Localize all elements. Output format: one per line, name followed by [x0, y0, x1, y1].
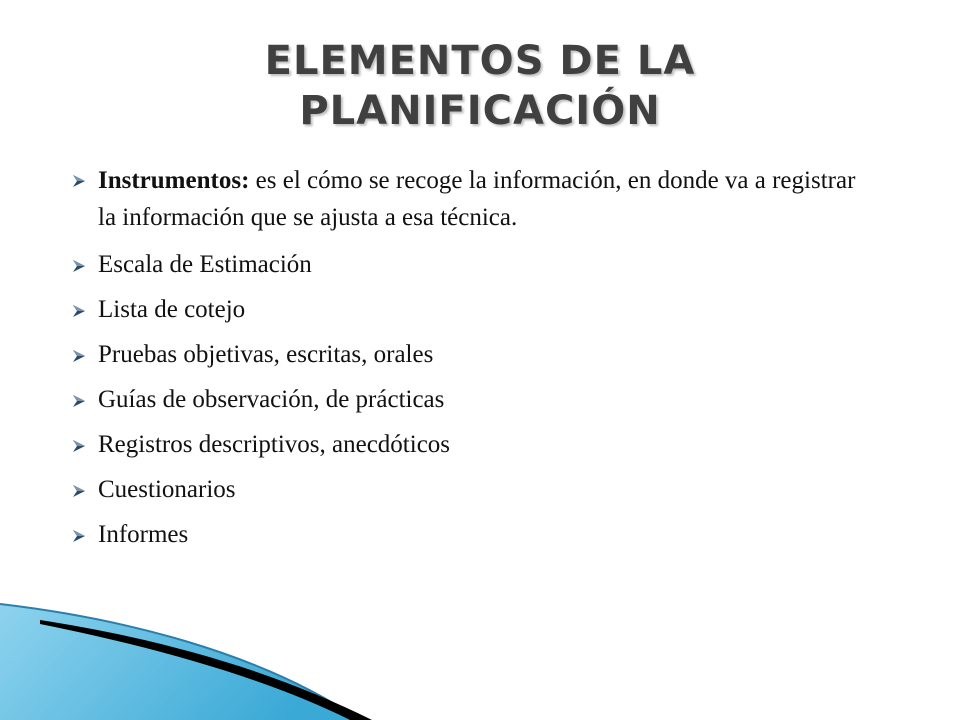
slide-title — [180, 36, 780, 136]
bullet-item — [72, 292, 872, 328]
bullet-term: Instrumentos: — [98, 167, 250, 194]
bullet-text: Lista de cotejo — [98, 296, 246, 323]
title-line-1: ELEMENTOS DE LA — [264, 38, 696, 84]
bullet-item — [72, 472, 872, 508]
bullet-item — [72, 427, 872, 463]
arrow-bullet-icon — [72, 529, 86, 543]
bullet-text: Cuestionarios — [98, 476, 236, 503]
arrow-bullet-icon — [72, 349, 86, 363]
arrow-bullet-icon — [72, 259, 86, 273]
bullet-item — [72, 247, 872, 283]
bullet-text: Guías de observación, de prácticas — [98, 386, 445, 413]
bullet-definition: es el cómo se recoge la información, en donde va a registrar la información que se ajusta a esa técnica. — [98, 167, 856, 231]
arrow-bullet-icon — [72, 439, 86, 453]
bullet-item-instrumentos — [72, 162, 872, 236]
title-line-2: PLANIFICACIÓN — [299, 88, 661, 134]
bullet-text: Escala de Estimación — [98, 251, 312, 278]
bullet-text: Pruebas objetivas, escritas, orales — [98, 341, 434, 368]
bullet-list — [72, 162, 872, 562]
bullet-item — [72, 517, 872, 553]
arrow-bullet-icon — [72, 174, 86, 188]
bullet-item — [72, 337, 872, 373]
arrow-bullet-icon — [72, 394, 86, 408]
bullet-item — [72, 382, 872, 418]
bullet-text: Registros descriptivos, anecdóticos — [98, 431, 451, 458]
bullet-text: Informes — [98, 521, 189, 548]
arrow-bullet-icon — [72, 484, 86, 498]
arrow-bullet-icon — [72, 304, 86, 318]
